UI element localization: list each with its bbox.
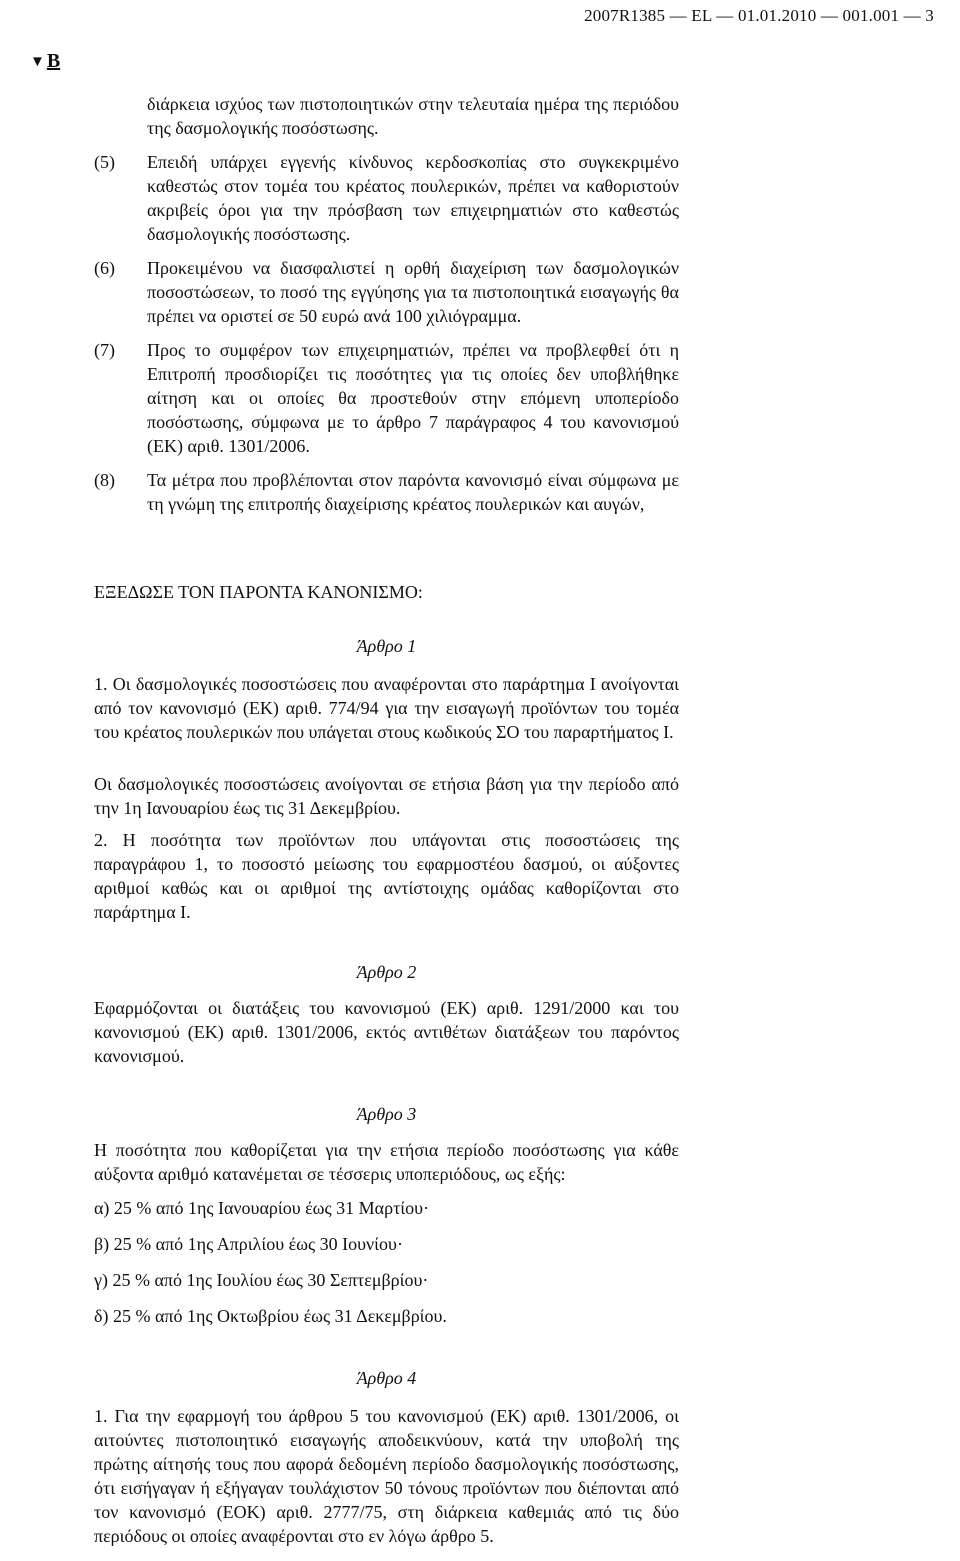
triangle-down-icon: ▼ — [30, 54, 45, 70]
recital-text: Προκειμένου να διασφαλιστεί η ορθή διαχείριση των δασμολογικών ποσοστώσεων, το ποσό της εγγύησης για τα πιστοποιητικά εισαγωγής θα πρέπει να οριστεί σε 50 ευρώ ανά 100 χιλιόγραμμα. — [147, 258, 679, 326]
recital-item — [94, 338, 679, 458]
recital-text: Επειδή υπάρχει εγγενής κίνδυνος κερδοσκοπίας στο συγκεκριμένο καθεστώς στον τομέα του κρέατος πουλερικών, πρέπει να καθοριστούν ακριβείς όροι για την πρόσβαση των επιχειρηματιών στο καθεστώς δασμολογικής ποσόστωσης. — [147, 152, 679, 244]
document-reference: 2007R1385 — EL — 01.01.2010 — 001.001 — 3 — [584, 6, 934, 25]
list-item: δ) 25 % από 1ης Οκτωβρίου έως 31 Δεκεμβρίου. — [94, 1306, 447, 1326]
recitals — [94, 92, 679, 516]
recital-text: Προς το συμφέρον των επιχειρηματιών, πρέπει να προβλεφθεί ότι η Επιτροπή προσδιορίζει τις ποσότητες για τις οποίες δεν υποβλήθηκε αίτηση και οι οποίες θα προστεθούν στην επόμενη υποπερίοδο ποσόστωσης, σύμφωνα με το άρθρο 7 παράγραφος 4 του κανονισμού (ΕΚ) αριθ. 1301/2006. — [147, 340, 679, 456]
article-paragraph: 1. Οι δασμολογικές ποσοστώσεις που αναφέρονται στο παράρτημα I ανοίγονται από τον κανονισμό (ΕΚ) αριθ. 774/94 για την εισαγωγή προϊόντων του τομέα του κρέατος πουλερικών που υπάγεται στους κωδικούς ΣΟ του παραρτήματος I. — [94, 674, 679, 742]
article-paragraph: Οι δασμολογικές ποσοστώσεις ανοίγονται σε ετήσια βάση για την περίοδο από την 1η Ιανουαρίου έως τις 31 Δεκεμβρίου. — [94, 774, 679, 818]
marker-label: B — [46, 50, 61, 72]
recital-number: (7) — [94, 340, 115, 360]
article-paragraph: Η ποσότητα που καθορίζεται για την ετήσια περίοδο ποσόστωσης για κάθε αύξοντα αριθμό κατανέμεται σε τέσσερις υποπεριόδους, ως εξής: — [94, 1140, 679, 1184]
amendment-marker — [30, 50, 60, 73]
article-title: Άρθρο 1 — [356, 636, 417, 656]
article-title: Άρθρο 4 — [356, 1368, 417, 1388]
article-title: Άρθρο 2 — [356, 962, 417, 982]
recital-item — [94, 150, 679, 246]
recital-text: διάρκεια ισχύος των πιστοποιητικών στην τελευταία ημέρα της περιόδου της δασμολογικής ποσόστωσης. — [147, 94, 679, 138]
recital-number: (5) — [94, 152, 115, 172]
enacting-formula: ΕΞΕΔΩΣΕ ΤΟΝ ΠΑΡΟΝΤΑ ΚΑΝΟΝΙΣΜΟ: — [94, 582, 423, 602]
article-paragraph: 2. Η ποσότητα των προϊόντων που υπάγονται στις ποσοστώσεις της παραγράφου 1, το ποσοστό μείωσης του εφαρμοστέου δασμού, οι αύξοντες αριθμοί καθώς και οι αριθμοί της αντίστοιχης ομάδας καθορίζονται στο παράρτημα I. — [94, 830, 679, 922]
list-item: α) 25 % από 1ης Ιανουαρίου έως 31 Μαρτίου· — [94, 1198, 430, 1218]
recital-number: (6) — [94, 258, 115, 278]
recital-intro — [94, 92, 679, 140]
recital-number: (8) — [94, 470, 115, 490]
recital-item — [94, 468, 679, 516]
list-item: γ) 25 % από 1ης Ιουλίου έως 30 Σεπτεμβρίου· — [94, 1270, 429, 1290]
article-title: Άρθρο 3 — [356, 1104, 417, 1124]
list-item: β) 25 % από 1ης Απριλίου έως 30 Ιουνίου· — [94, 1234, 403, 1254]
recital-text: Τα μέτρα που προβλέπονται στον παρόντα κανονισμό είναι σύμφωνα με τη γνώμη της επιτροπής διαχείρισης κρέατος πουλερικών και αυγών, — [147, 470, 679, 514]
recital-item — [94, 256, 679, 328]
article-paragraph: 1. Για την εφαρμογή του άρθρου 5 του κανονισμού (ΕΚ) αριθ. 1301/2006, οι αιτούντες πιστοποιητικό εισαγωγής αποδεικνύουν, κατά την υποβολή της πρώτης αίτησής τους που αφορά δεδομένη περίοδο δασμολογικής ποσόστωσης, ότι εισήγαγαν ή εξήγαγαν τουλάχιστον 50 τόνους προϊόντων που διέπονται από τον κανονισμό (ΕΟΚ) αριθ. 2777/75, στη διάρκεια καθεμιάς από τις δύο περιόδους οι οποίες αναφέρονται στο εν λόγω άρθρο 5. — [94, 1406, 679, 1546]
article-paragraph: Εφαρμόζονται οι διατάξεις του κανονισμού (ΕΚ) αριθ. 1291/2000 και του κανονισμού (ΕΚ) αριθ. 1301/2006, εκτός αντιθέτων διατάξεων του παρόντος κανονισμού. — [94, 998, 679, 1066]
